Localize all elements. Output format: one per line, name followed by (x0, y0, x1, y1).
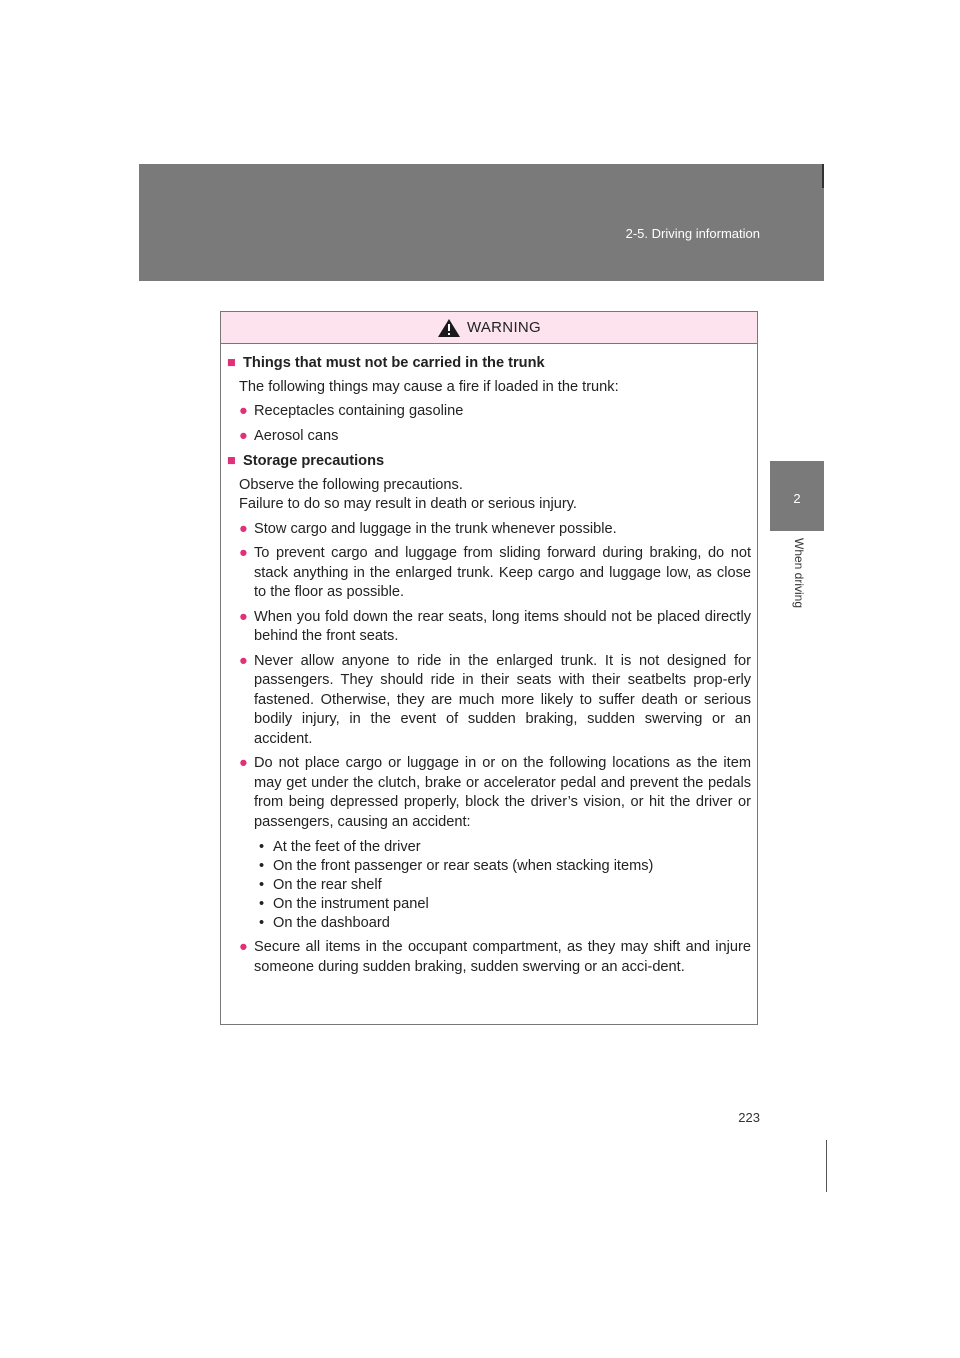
round-bullet-icon: ● (239, 939, 248, 955)
warning-body (221, 344, 757, 977)
round-bullet-icon: ● (239, 652, 248, 669)
paragraph: Observe the following precautions. (239, 476, 463, 493)
section-heading-trunk: ■ Things that must not be carried in the trunk (227, 354, 751, 374)
chapter-number: 2 (793, 491, 801, 506)
square-bullet-icon: ■ (227, 453, 236, 469)
list-item: ● Never allow anyone to ride in the enlarged trunk. It is not designed for passengers. They should ride in their seats with their seatbelts prop-erly fastened. Otherwise, they are much more likely to suffer death or serious bodily injury, in the event of sudden braking, sudden swerving or an accident. (239, 652, 751, 750)
list-item: ● To prevent cargo and luggage from sliding forward during braking, do not stack anything in the enlarged trunk. Keep cargo and luggage low, as close to the floor as possible. (239, 544, 751, 603)
sub-list-item: • On the dashboard (259, 915, 390, 931)
list-item: ● Receptacles containing gasoline (239, 402, 751, 422)
warning-title: WARNING (466, 319, 542, 336)
list-item: ● When you fold down the rear seats, long items should not be placed directly behind the front seats. (239, 608, 751, 647)
paragraph: The following things may cause a fire if loaded in the trunk: (239, 378, 619, 395)
warning-header (221, 312, 757, 344)
round-bullet-icon: ● (239, 520, 248, 537)
section-title: 2-5. Driving information (625, 226, 760, 241)
round-bullet-icon: ● (239, 403, 248, 419)
round-bullet-icon: ● (239, 427, 248, 444)
header-band (139, 164, 824, 281)
round-bullet-icon: ● (239, 545, 248, 561)
sub-list-item: • On the front passenger or rear seats (when stacking items) (259, 858, 654, 874)
paragraph: Failure to do so may result in death or serious injury. (239, 496, 577, 512)
page-number: 223 (738, 1110, 760, 1125)
list-item: ● Do not place cargo or luggage in or on the following locations as the item may get under the clutch, brake or accelerator pedal and prevent the pedals from being depressed properly, block the driver’s vision, or hit the driver or passengers, causing an accident: (239, 754, 751, 832)
section-heading-storage: ■ Storage precautions (227, 452, 751, 472)
round-bullet-icon: ● (239, 755, 248, 771)
sub-list-item: • On the instrument panel (259, 896, 429, 912)
warning-box (220, 311, 758, 1025)
list-item: ● Aerosol cans (239, 427, 751, 447)
sub-list-item: • At the feet of the driver (259, 839, 421, 855)
chapter-label: When driving (792, 538, 806, 609)
location-list (259, 838, 751, 933)
sub-list-item: • On the rear shelf (259, 877, 382, 893)
footer-crop-mark (826, 1140, 827, 1192)
round-bullet-icon: ● (239, 608, 248, 625)
list-item: ● Secure all items in the occupant compartment, as they may shift and injure someone during sudden braking, sudden swerving or an acci-dent. (239, 938, 751, 977)
square-bullet-icon: ■ (227, 355, 236, 371)
header-crop-mark (822, 164, 824, 188)
warning-triangle-icon (437, 318, 461, 338)
list-item: ● Stow cargo and luggage in the trunk whenever possible. (239, 520, 751, 540)
